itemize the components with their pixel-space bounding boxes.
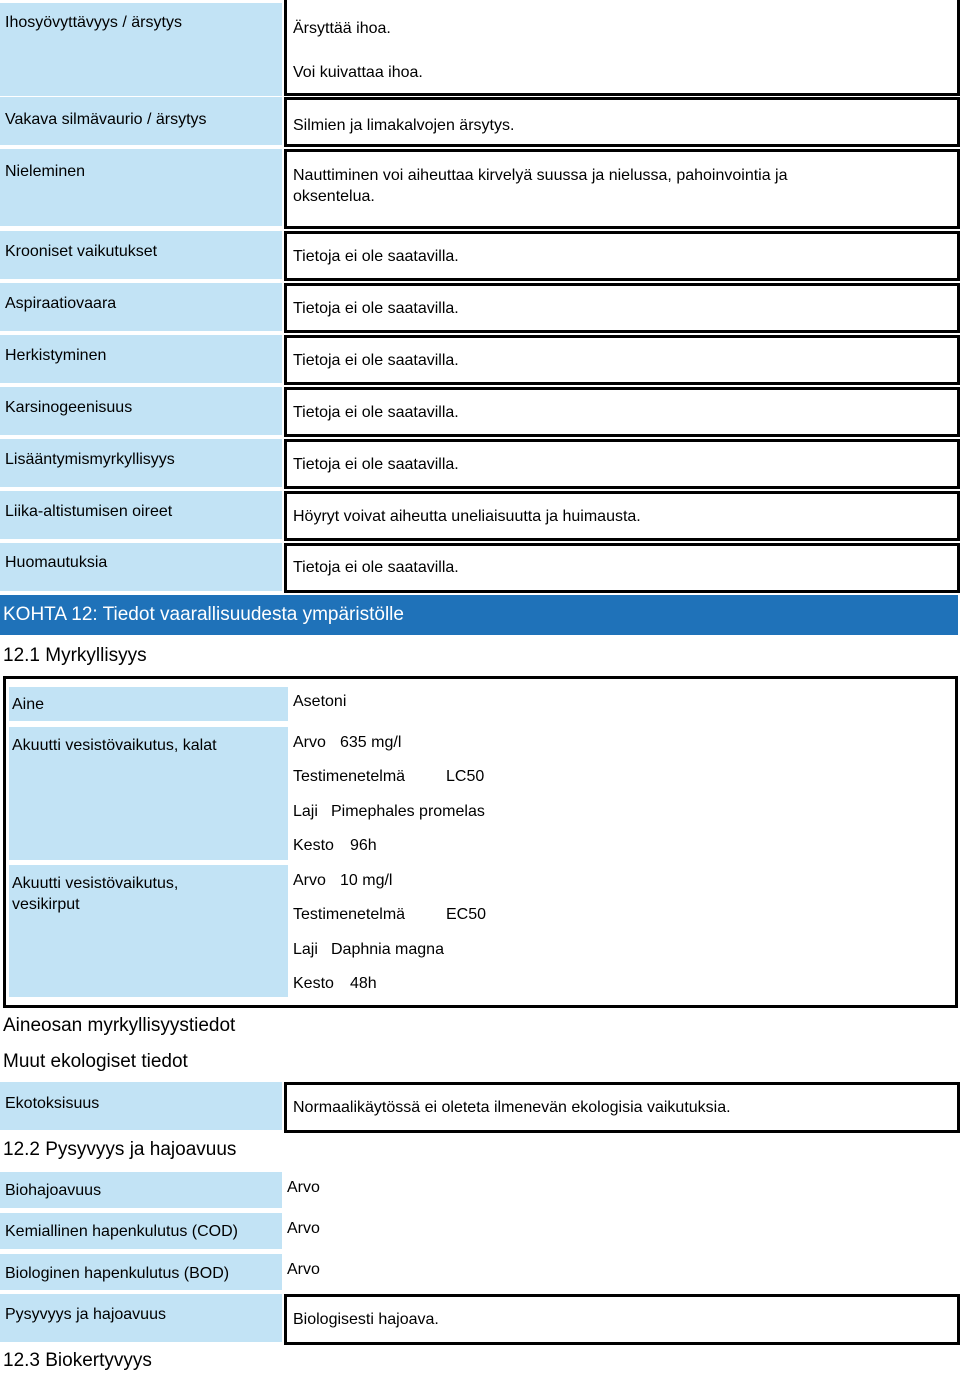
toxicity-value-substance: Asetoni [293,693,347,710]
toxicity-label-fish: Akuutti vesistövaikutus, kalat [12,737,217,754]
component-toxicity-heading: Aineosan myrkyllisyystiedot [3,1015,236,1036]
fish-value: 635 mg/l [340,734,402,751]
row-value-text: Tietoja ei ole saatavilla. [293,248,459,265]
row-label-text: Pysyvyys ja hajoavuus [5,1306,166,1323]
row-value-text: Tietoja ei ole saatavilla. [293,352,459,369]
row-value-text: Biologisesti hajoava. [293,1311,439,1328]
toxicity-label-daphnia: vesikirput [12,896,80,913]
daphnia-method-key: Testimenetelmä [293,906,406,923]
row-label-text: Nieleminen [5,163,86,180]
daphnia-duration-key: Kesto [293,975,334,992]
row-label-text: Ekotoksisuus [5,1095,100,1112]
row-label-text: Krooniset vaikutukset [5,243,158,260]
row-value-text: Voi kuivattaa ihoa. [293,64,423,81]
daphnia-duration: 48h [350,975,377,992]
row-value-text: oksentelua. [293,188,375,205]
row-value-text: Arvo [287,1261,320,1278]
row-value-text: Ärsyttää ihoa. [293,20,391,37]
subsection-12-1-heading: 12.1 Myrkyllisyys [3,645,147,666]
row-value-text: Tietoja ei ole saatavilla. [293,559,459,576]
daphnia-value-key: Arvo [293,872,326,889]
row-value-text: Tietoja ei ole saatavilla. [293,404,459,421]
row-label-ingestion [0,149,282,226]
row-label-text: Karsinogeenisuus [5,399,133,416]
other-ecological-heading: Muut ekologiset tiedot [3,1051,188,1072]
row-label-text: Vakava silmävaurio / ärsytys [5,111,207,128]
toxicity-label-cell-substance [9,687,288,721]
row-value-text: Tietoja ei ole saatavilla. [293,300,459,317]
toxicity-label-daphnia: Akuutti vesistövaikutus, [12,875,179,892]
row-value-ingestion [284,149,960,229]
fish-species-key: Laji [293,803,318,820]
row-value-text: Silmien ja limakalvojen ärsytys. [293,117,515,134]
row-value-text: Tietoja ei ole saatavilla. [293,456,459,473]
subsection-12-2-heading: 12.2 Pysyvyys ja hajoavuus [3,1139,237,1160]
daphnia-species: Daphnia magna [331,941,444,958]
row-value-text: Arvo [287,1179,320,1196]
daphnia-method: EC50 [446,906,487,923]
toxicity-label-substance: Aine [12,696,45,713]
subsection-12-3-heading: 12.3 Biokertyvyys [3,1350,152,1371]
row-label-text: Ihosyövyttävyys / ärsytys [5,14,182,31]
daphnia-value: 10 mg/l [340,872,393,889]
section-12-title: KOHTA 12: Tiedot vaarallisuudesta ympäristölle [3,604,404,625]
row-label-text: Biohajoavuus [5,1182,102,1199]
row-value-text: Arvo [287,1220,320,1237]
fish-duration: 96h [350,837,377,854]
fish-value-key: Arvo [293,734,326,751]
row-value-text: Normaalikäytössä ei oleteta ilmenevän ekologisia vaikutuksia. [293,1099,731,1116]
fish-duration-key: Kesto [293,837,334,854]
row-value-text: Nauttiminen voi aiheuttaa kirvelyä suussa ja nielussa, pahoinvointia ja [293,167,788,184]
row-label-text: Aspiraatiovaara [5,295,117,312]
row-value-text: Höyryt voivat aiheutta uneliaisuutta ja huimausta. [293,508,641,525]
row-label-text: Lisääntymismyrkyllisyys [5,451,175,468]
fish-method-key: Testimenetelmä [293,768,406,785]
row-label-text: Biologinen hapenkulutus (BOD) [5,1265,230,1282]
fish-species: Pimephales promelas [331,803,485,820]
row-label-text: Huomautuksia [5,554,108,571]
daphnia-species-key: Laji [293,941,318,958]
row-label-text: Herkistyminen [5,347,107,364]
row-label-text: Kemiallinen hapenkulutus (COD) [5,1223,238,1240]
fish-method: LC50 [446,768,485,785]
row-label-text: Liika-altistumisen oireet [5,503,173,520]
